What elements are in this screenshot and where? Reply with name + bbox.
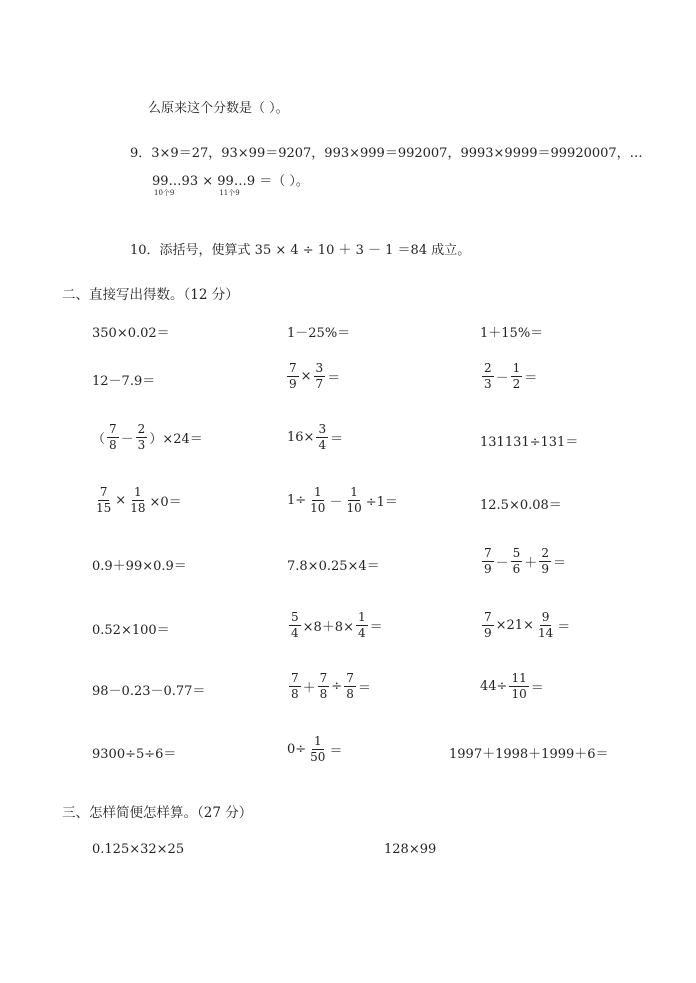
fraction — [128, 486, 147, 515]
fraction — [94, 486, 113, 515]
fraction — [287, 362, 299, 391]
expr-r5c1: 0.9＋99×0.9＝ — [92, 559, 187, 574]
expr-r6c3 — [480, 611, 570, 640]
expr-r4c3: 12.5×0.08＝ — [480, 498, 562, 513]
operator-text: ＝ — [357, 681, 371, 696]
fraction — [314, 362, 326, 391]
denominator: 9 — [484, 626, 492, 640]
denominator: 4 — [318, 438, 327, 452]
numerator: 7 — [319, 671, 328, 685]
expr-r4c1 — [92, 486, 182, 515]
fraction — [344, 486, 363, 515]
operator-text: ＝ — [552, 556, 566, 571]
numerator: 7 — [109, 422, 117, 436]
operator-text: 1÷ — [287, 493, 307, 508]
expr-r3c3: 131131÷131＝ — [480, 435, 579, 450]
denominator: 3 — [484, 377, 492, 391]
numerator: 2 — [137, 422, 146, 436]
denominator: 9 — [484, 562, 492, 576]
fraction — [539, 547, 551, 576]
numerator: 7 — [484, 546, 492, 560]
denominator: 3 — [137, 438, 146, 452]
denominator: 2 — [512, 377, 521, 391]
fraction — [318, 672, 330, 701]
operator-text: ＝ — [557, 620, 571, 635]
numerator: 1 — [512, 361, 521, 375]
operator-text: ＋ — [302, 681, 316, 696]
operator-text: 16× — [287, 430, 315, 445]
operator-text: ÷1＝ — [365, 495, 398, 510]
operator-text: × — [115, 493, 127, 508]
numerator: 2 — [484, 361, 492, 375]
denominator: 7 — [315, 377, 324, 391]
fraction — [308, 486, 327, 515]
operator-text: － — [495, 371, 509, 386]
fraction — [289, 672, 301, 701]
expr-r7c1: 98－0.23－0.77＝ — [92, 684, 206, 699]
expr-r7c2 — [287, 672, 371, 701]
operator-text: ＝ — [330, 432, 344, 447]
numerator: 7 — [484, 610, 492, 624]
expr-r3c1 — [92, 423, 203, 452]
denominator: 18 — [130, 501, 146, 515]
fraction — [356, 611, 368, 640]
fraction — [482, 547, 494, 576]
operator-text: ×8＋8× — [302, 620, 354, 635]
question-10: 10．添括号，使算式 35 × 4 ÷ 10 ＋ 3 － 1 ＝84 成立。 — [130, 243, 471, 258]
denominator: 9 — [289, 377, 297, 391]
expr-r8c1: 9300÷5÷6＝ — [92, 747, 177, 762]
expr-r2c2 — [285, 362, 340, 391]
numerator: 5 — [512, 546, 521, 560]
operator-text: － — [329, 495, 343, 510]
fraction — [136, 423, 148, 452]
numerator: 7 — [289, 361, 297, 375]
denominator: 8 — [291, 687, 299, 701]
numerator: 3 — [318, 422, 327, 436]
denominator: 9 — [541, 562, 549, 576]
section-3-heading: 三、怎样简便怎样算。（27 分） — [62, 805, 253, 821]
operator-text: 0÷ — [287, 742, 307, 757]
expr-r1c1: 350×0.02＝ — [92, 326, 170, 341]
expr-r3c2 — [287, 423, 343, 452]
question-9-answer-line: 99…93 10个9 × 99…9 11个9 ＝（ ）。 — [152, 174, 309, 197]
question-8-tail: 么原来这个分数是（ ）。 — [148, 101, 289, 116]
question-9-line: 9．3×9＝27，93×99＝9207，993×999＝992007，9993×9999＝99920007，… — [130, 146, 643, 161]
numerator: 7 — [99, 485, 108, 499]
expr-r2c3 — [480, 362, 537, 391]
expr-r7c3 — [480, 672, 544, 701]
expr-r8c3: 1997＋1998＋1999＋6＝ — [449, 747, 609, 762]
expr-r6c2 — [287, 611, 383, 640]
repeat-nines-10: 99…93 10个9 — [152, 174, 199, 197]
expr-r5c3 — [480, 547, 566, 576]
fraction — [107, 423, 119, 452]
numerator: 1 — [313, 485, 322, 499]
numerator: 7 — [346, 671, 354, 685]
fraction — [511, 547, 523, 576]
expr-r4c2 — [287, 486, 398, 515]
operator-text: － — [495, 556, 509, 571]
operator-text: － — [120, 432, 134, 447]
denominator: 50 — [310, 750, 326, 764]
denominator: 10 — [511, 687, 527, 701]
numerator: 7 — [291, 671, 299, 685]
fraction — [509, 672, 528, 701]
fraction — [308, 735, 327, 764]
numerator: 1 — [350, 485, 358, 499]
numerator: 1 — [313, 734, 322, 748]
fraction — [482, 611, 494, 640]
fraction — [289, 611, 301, 640]
numerator: 2 — [541, 546, 549, 560]
expr-r1c3: 1＋15%＝ — [480, 326, 544, 341]
denominator: 8 — [319, 687, 328, 701]
problem-3-2: 128×99 — [384, 842, 437, 857]
operator-text: ÷ — [331, 679, 343, 694]
denominator: 6 — [512, 562, 521, 576]
expr-r6c1: 0.52×100＝ — [92, 623, 170, 638]
denominator: 10 — [346, 501, 362, 515]
numerator: 1 — [134, 485, 142, 499]
denominator: 15 — [96, 501, 112, 515]
numerator: 3 — [315, 361, 324, 375]
denominator: 14 — [537, 626, 554, 640]
denominator: 8 — [346, 687, 354, 701]
operator-text: ＝ — [369, 620, 383, 635]
denominator: 4 — [357, 626, 366, 640]
operator-text: ＝ — [327, 371, 341, 386]
operator-text: ＝ — [524, 371, 538, 386]
denominator: 4 — [291, 626, 299, 640]
operator-text: 44÷ — [480, 679, 508, 694]
denominator: 10 — [310, 501, 326, 515]
numerator: 9 — [541, 610, 550, 624]
numerator: 1 — [357, 610, 366, 624]
repeat-nines-11: 99…9 11个9 — [217, 174, 256, 197]
fraction — [482, 362, 494, 391]
expr-r1c2: 1－25%＝ — [287, 326, 351, 341]
expr-r8c2 — [287, 735, 342, 764]
operator-text: ×0＝ — [149, 495, 182, 510]
section-2-heading: 二、直接写出得数。（12 分） — [62, 287, 239, 303]
numerator: 5 — [291, 610, 299, 624]
fraction — [536, 611, 555, 640]
operator-text: ＋ — [524, 556, 538, 571]
brace-label-11: 11个9 — [219, 189, 240, 197]
operator-text: ）×24＝ — [149, 432, 203, 447]
operator-text: ＝ — [329, 744, 343, 759]
denominator: 8 — [109, 438, 117, 452]
answer-blank[interactable]: ＝（ ）。 — [259, 174, 309, 189]
operator-text: ＝ — [530, 681, 544, 696]
operator-text: （ — [92, 432, 106, 447]
problem-3-1: 0.125×32×25 — [92, 842, 185, 857]
fraction — [344, 672, 356, 701]
brace-label-10: 10个9 — [154, 189, 175, 197]
fraction — [511, 362, 523, 391]
numerator: 11 — [511, 671, 527, 685]
expr-r2c1: 12－7.9＝ — [92, 374, 156, 389]
operator-text: × — [300, 369, 312, 384]
operator-text: ×21× — [495, 618, 534, 633]
expr-r5c2: 7.8×0.25×4＝ — [287, 559, 380, 574]
fraction — [316, 423, 328, 452]
